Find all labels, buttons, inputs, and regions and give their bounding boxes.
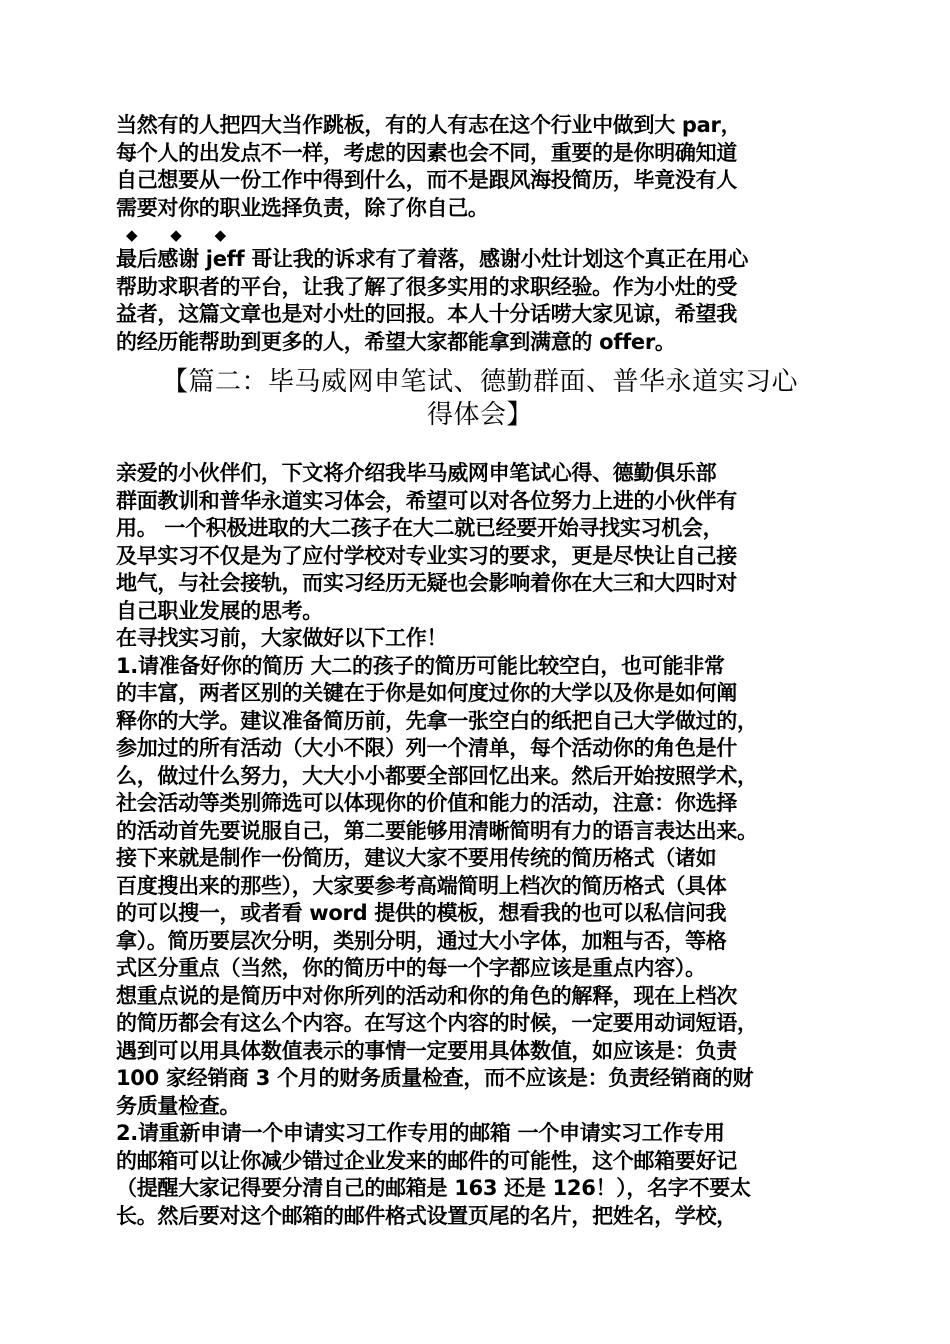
text-line: （提醒大家记得要分清自己的邮箱是 163 还是 126！），名字不要太 xyxy=(116,1176,751,1200)
text-line: 每个人的出发点不一样，考虑的因素也会不同，重要的是你明确知道 xyxy=(116,140,737,165)
text-line: 释你的大学。建议准备简历前，先拿一张空白的纸把自己大学做过的， xyxy=(116,708,758,733)
text-line: 的简历都会有这么个内容。在写这个内容的时候，一定要用动词短语， xyxy=(116,1011,758,1035)
text-line: 的丰富，两者区别的关键在于你是如何度过你的大学以及你是如何阐 xyxy=(116,681,737,705)
text-line: 么，做过什么努力，大大小小都要全部回忆出来。然后开始按照学术， xyxy=(116,763,758,788)
text-line: 的经历能帮助到更多的人，希望大家都能拿到满意的 offer。 xyxy=(116,329,676,354)
diamond-divider: ◆ ◆ ◆ xyxy=(126,226,241,244)
text-line: 地气，与社会接轨，而实习经历无疑也会影响着你在大三和大四时对 xyxy=(116,571,737,595)
text-line: 长。然后要对这个邮箱的邮件格式设置页尾的名片，把姓名，学校， xyxy=(116,1203,737,1228)
text-line: 想重点说的是简历中对你所列的活动和你的角色的解释，现在上档次 xyxy=(116,983,737,1008)
text-line: 参加过的所有活动（大小不限）列一个清单，每个活动你的角色是什 xyxy=(116,736,737,760)
text-line: 式区分重点（当然，你的简历中的每一个字都应该是重点内容）。 xyxy=(116,956,706,980)
text-line: 2.请重新申请一个申请实习工作专用的邮箱 一个申请实习工作专用 xyxy=(116,1121,725,1145)
paragraph-career-choice xyxy=(116,112,844,222)
text-line: 社会活动等类别筛选可以体现你的价值和能力的活动，注意：你选择 xyxy=(116,791,737,815)
text-line: 的可以搜一，或者看 word 提供的模板，想看我的也可以私信问我 xyxy=(116,901,727,925)
text-line: 拿）。简历要层次分明，类别分明，通过大小字体，加粗与否，等格 xyxy=(116,928,727,953)
text-line: 自己职业发展的思考。 xyxy=(116,598,323,623)
text-line: 1.请准备好你的简历 大二的孩子的简历可能比较空白，也可能非常 xyxy=(116,653,725,678)
section-heading xyxy=(116,366,844,432)
text-line: 100 家经销商 3 个月的财务质量检查，而不应该是：负责经销商的财 xyxy=(116,1066,754,1090)
text-line: 遇到可以用具体数值表示的事情一定要用具体数值，如应该是：负责 xyxy=(116,1038,737,1063)
text-line: 在寻找实习前，大家做好以下工作！ xyxy=(116,626,448,650)
text-line: 当然有的人把四大当作跳板，有的人有志在这个行业中做到大 par， xyxy=(116,113,742,137)
text-line: 的邮箱可以让你减少错过企业发来的邮件的可能性，这个邮箱要好记 xyxy=(116,1148,737,1173)
text-line: 用。 一个积极进取的大二孩子在大二就已经要开始寻找实习机会， xyxy=(116,516,724,540)
text-line: 接下来就是制作一份简历，建议大家不要用传统的简历格式（诸如 xyxy=(116,846,717,870)
text-line: 群面教训和普华永道实习体会，希望可以对各位努力上进的小伙伴有 xyxy=(116,488,737,513)
text-line: 最后感谢 jeff 哥让我的诉求有了着落，感谢小灶计划这个真正在用心 xyxy=(116,247,749,271)
text-line: 益者，这篇文章也是对小灶的回报。本人十分话唠大家见谅，希望我 xyxy=(116,302,737,326)
text-line: 务质量检查。 xyxy=(116,1093,241,1118)
text-line: 百度搜出来的那些），大家要参考高端简明上档次的简历格式（具体 xyxy=(116,873,727,898)
heading-line: 【篇二：毕马威网申笔试、德勤群面、普华永道实习心 xyxy=(161,367,798,397)
text-line: 的活动首先要说服自己，第二要能够用清晰简明有力的语言表达出来。 xyxy=(116,818,758,843)
text-line: 需要对你的职业选择负责，除了你自己。 xyxy=(116,195,489,220)
text-line: 亲爱的小伙伴们，下文将介绍我毕马威网申笔试心得、德勤俱乐部 xyxy=(116,461,717,485)
paragraph-thanks xyxy=(116,246,844,356)
text-line: 及早实习不仅是为了应付学校对专业实习的要求，更是尽快让自己接 xyxy=(116,543,737,568)
text-line: 自己想要从一份工作中得到什么，而不是跟风海投简历，毕竟没有人 xyxy=(116,168,737,192)
text-line: 帮助求职者的平台，让我了解了很多实用的求职经验。作为小灶的受 xyxy=(116,274,737,299)
heading-line: 得体会】 xyxy=(426,400,533,430)
document-content xyxy=(116,112,844,1230)
paragraph-internship-guide xyxy=(116,460,844,1230)
